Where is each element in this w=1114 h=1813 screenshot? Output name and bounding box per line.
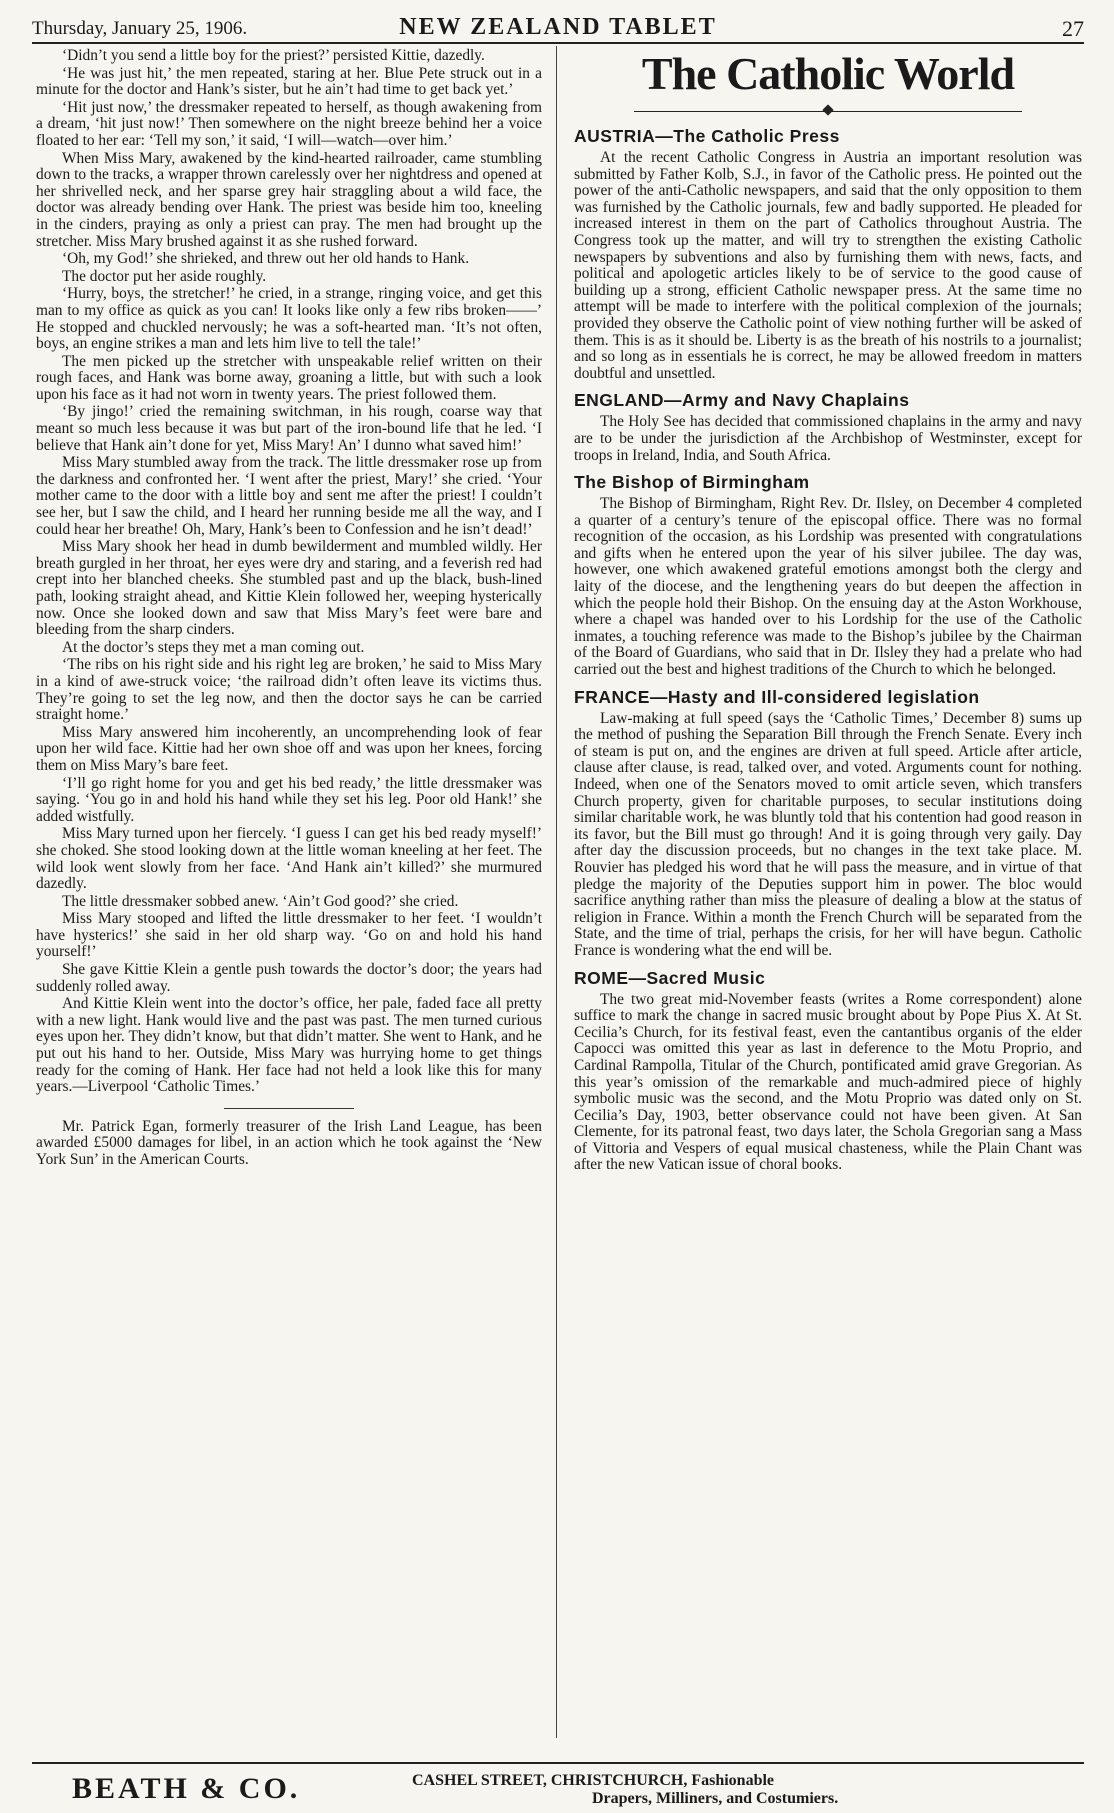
section-heading-england: ENGLAND—Army and Navy Chaplains — [574, 390, 910, 411]
issue-date: Thursday, January 25, 1906. — [32, 18, 248, 39]
diamond-icon — [822, 104, 833, 115]
ornament-rule — [574, 106, 1082, 116]
story-paragraph: ‘Hit just now,’ the dressmaker repeated to herself, as though awakening from a dream, ‘hit just now!’ Then somewhere on the night breeze behind her a voice floated to her ear: ‘Tell my son,’ it said, ‘I will—watch—over him.’ — [36, 98, 542, 149]
story-paragraph: And Kittie Klein went into the doctor’s office, her pale, faded face all pretty with a new light. Hank would live and the past was past. The men turned curious eyes upon her. They didn’t know, but that didn’t matter. She went to Hank, and he put out his hand to her. Outside, Miss Mary was hurrying home to get things ready for the coming of Hank. Her face had not held a look like this for many years.—Liverpool ‘Catholic Times.’ — [36, 995, 542, 1096]
story-paragraph: ‘He was just hit,’ the men repeated, staring at her. Blue Pete struck out in a minute for the doctor and Hank’s sister, but he ain’t had time to get back yet.’ — [36, 64, 542, 99]
catholic-world-title: The Catholic World — [641, 48, 1015, 99]
story-paragraph: ‘By jingo!’ cried the remaining switchman, in his rough, coarse way that meant so much less because it was but part of the iron-bound life that he led. ‘I believe that Hank ain’t done for yet, Miss Mary! An’ I dunno what saved him!’ — [36, 403, 542, 454]
section-heading-france: FRANCE—Hasty and Ill-considered legislation — [574, 686, 980, 707]
page-number: 27 — [1062, 16, 1084, 41]
article-paragraph: The Holy See has decided that commissioned chaplains in the army and navy are to be under the jurisdiction af the Archbishop of Westminster, except for troops in Ireland, India, and South Africa. — [574, 413, 1082, 464]
right-column — [574, 48, 1082, 1763]
story-paragraph: The doctor put her aside roughly. — [62, 267, 267, 285]
story-paragraph: ‘Didn’t you send a little boy for the priest?’ persisted Kittie, dazedly. — [62, 48, 485, 64]
column-divider — [556, 46, 557, 1738]
story-paragraph: Miss Mary shook her head in dumb bewilderment and mumbled wildly. Her breath gurgled in her throat, her eyes were dry and staring, and a feverish red had crept into her blanched cheeks. She stumbled past and up the black, bush-lined path, looking straight ahead, and Kittie Klein followed her, weeping hysterically now. Once she looked down and saw that Miss Mary’s feet were bare and bleeding from the sharp cinders. — [36, 538, 542, 639]
section-heading-birmingham: The Bishop of Birmingham — [574, 472, 810, 493]
egan-note: Mr. Patrick Egan, formerly treasurer of the Irish Land League, has been awarded £5000 damages for libel, in an action which he took against the ‘New York Sun’ in the American Courts. — [36, 1117, 542, 1168]
story-paragraph: ‘The ribs on his right side and his right leg are broken,’ he said to Miss Mary in a kind of awe-struck voice; ‘the railroad didn’t often leave its victims thus. They’re going to set the leg now, and then the doctor says he can be carried straight home.’ — [36, 656, 542, 724]
article-paragraph: The Bishop of Birmingham, Right Rev. Dr. Ilsley, on December 4 completed a quarter of a century’s tenure of the episcopal office. There was no formal recognition of the occasion, as his Lordship was presented with congratulations and gifts when he entered upon the year of his silver jubilee. The day was, however, one which awakened grateful emotions amongst both the clergy and laity of the diocese, and the lengthening years do but deepen the affection in which the people hold their Bishop. On the ensuing day at the Aston Workhouse, where a chapel was handed over to his Lordship for the use of the Catholic inmates, a touching reference was made to the Bishop’s jubilee by the Chairman of the Board of Guardians, who said that in Dr. Ilsley they had a prelate who had carried out the best and highest traditions of the Church to which he belonged. — [574, 495, 1082, 679]
story-paragraph: ‘I’ll go right home for you and get his bed ready,’ the little dressmaker was saying. ‘You go in and hold his hand while they set his leg. Poor old Hank!’ she added wistfully. — [36, 774, 542, 825]
masthead: NEW ZEALAND TABLET — [399, 14, 717, 40]
story-paragraph: The little dressmaker sobbed anew. ‘Ain’t God good?’ she cried. — [62, 892, 459, 910]
story-paragraph: She gave Kittie Klein a gentle push towards the doctor’s door; the years had suddenly rolled away. — [36, 961, 542, 995]
story-paragraph: Miss Mary stooped and lifted the little dressmaker to her feet. ‘I wouldn’t have hysterics!’ she said in her old sharp way. ‘Go on and hold his hand yourself!’ — [36, 910, 542, 961]
page-header — [32, 14, 1084, 44]
advertiser-address: CASHEL STREET, CHRISTCHURCH, Fashionable — [412, 1772, 775, 1789]
advertiser-trades: Drapers, Milliners, and Costumiers. — [592, 1790, 839, 1807]
story-paragraph: Miss Mary stumbled away from the track. The little dressmaker rose up from the darkness and confronted her. ‘I went after the priest, Mary!’ she cried. ‘Your mother came to the door with a little boy and sent me after the priest! I couldn’t see her, but I saw the child, and I heard her running beside me all the way, and I could hear her breathe! Oh, Mary, Hank’s been to Confession and he isn’t dead!’ — [36, 454, 542, 538]
story-paragraph: When Miss Mary, awakened by the kind-hearted railroader, came stumbling down to the tracks, a wrapper thrown carelessly over her nightdress and opened at her shrivelled neck, and her sparse grey hair straggling about a wild face, the doctor was already bending over Hank. The priest was beside him too, kneeling in the cinders, praying as only a priest can pray. The men had brought up the stretcher. Miss Mary brushed against it as she rushed forward. — [36, 149, 542, 250]
article-paragraph: The two great mid-November feasts (writes a Rome correspondent) alone suffice to mark the change in sacred music brought about by Pope Pius X. At St. Cecilia’s Church, for its festival feast, even the cantantibus organis of the elder Capocci was omitted this year as last in deference to the Motu Proprio, and Cardinal Rampolla, Titular of the Church, pontificated amid grave Gregorian. As this year’s omission of the remarkable and much-admired piece of highly symbolic music was the second, and the Motu Proprio was dated only on St. Cecilia’s Day, 1903, better observance could not have been given. At San Clemente, for its patronal feast, two days later, the Schola Gregorian sang a Mass of Vittoria and Vespers of equal musical chasteness, while the Plain Chant was after the new Vatican issue of choral books. — [574, 990, 1082, 1174]
story-paragraph: ‘Hurry, boys, the stretcher!’ he cried, in a strange, ringing voice, and get this man to my office as quick as you can! It looks like only a few ribs broken——’ He stopped and chuckled nervously; he was a soft-hearted man. ‘It’s not often, boys, an engine strikes a man and lets him live to tell the tale!’ — [36, 285, 542, 353]
advertisement-footer — [32, 1762, 1084, 1810]
left-column — [36, 48, 542, 1763]
story-paragraph: The men picked up the stretcher with unspeakable relief written on their rough faces, and Hank was borne away, groaning a little, but with such a look upon his face as it had not worn in twenty years. The priest followed them. — [36, 352, 542, 403]
section-heading-rome: ROME—Sacred Music — [574, 967, 766, 988]
story-paragraph: Miss Mary answered him incoherently, an uncomprehending look of fear upon her wild face. Kittie had her own shoe off and was upon her knees, forcing them on Miss Mary’s bare feet. — [36, 723, 542, 774]
story-paragraph: Miss Mary turned upon her fiercely. ‘I guess I can get his bed ready myself!’ she choked. She stood looking down at the little woman kneeling at her feet. The wild look went slowly from her face. ‘And Hank ain’t killed?’ she murmured dazedly. — [36, 825, 542, 893]
story-paragraph: ‘Oh, my God!’ she shrieked, and threw out her old hands to Hank. — [62, 250, 470, 268]
story-paragraph: At the doctor’s steps they met a man coming out. — [62, 638, 365, 656]
separator-rule — [224, 1108, 354, 1109]
section-heading-austria: AUSTRIA—The Catholic Press — [574, 126, 840, 146]
article-paragraph: At the recent Catholic Congress in Austria an important resolution was submitted by Father Kolb, S.J., in favor of the Catholic press. He pointed out the power of the anti-Catholic newspapers, and said that the only opposition to them was furnished by the Catholic journals, few and badly supported. He pleaded for increased interest in them on the part of Catholics throughout Austria. The Congress took up the matter, and will try to strengthen the existing Catholic newspapers by subventions and also by furnishing them with news, facts, and political and apologetic articles likely to be of service to the good cause of building up a strong, efficient Catholic newspaper press. At the same time no attempt will be made to interfere with the political complexion of the journals; provided they observe the Catholic point of view nothing further will be asked of them. This is as it should be. Liberty is as the breath of his nostrils to a journalist; and so long as in essentials he is correct, he may be allowed freedom in matters doubtful and unsettled. — [574, 149, 1082, 382]
advertiser-name: BEATH & CO. — [72, 1772, 301, 1805]
article-paragraph: Law-making at full speed (says the ‘Catholic Times,’ December 8) sums up the method of pushing the Separation Bill through the French Senate. Every inch of steam is put on, and the engines are driven at full speed. Article after article, clause after clause, is read, talked over, and voted. Arguments count for nothing. Indeed, when one of the Senators moved to omit article seven, which transfers Church property, given for charitable purposes, to secular institutions doing similar charitable work, he was bluntly told that his contention had good reason in its favor, but the Bill must go through! And it is going through very gaily. Day after day the discussion proceeds, but no changes in the text take place. M. Rouvier has pledged his word that he will pass the measure, and in virtue of that pledge the majority of the Deputies support him in power. The bloc would sacrifice anything rather than miss the pleasure of dealing a blow at the status of religion in France. Within a month the French Church will be separated from the State, and the time of trial, perhaps the crisis, for her will have begun. Catholic France is wondering what the end will be. — [574, 709, 1082, 959]
